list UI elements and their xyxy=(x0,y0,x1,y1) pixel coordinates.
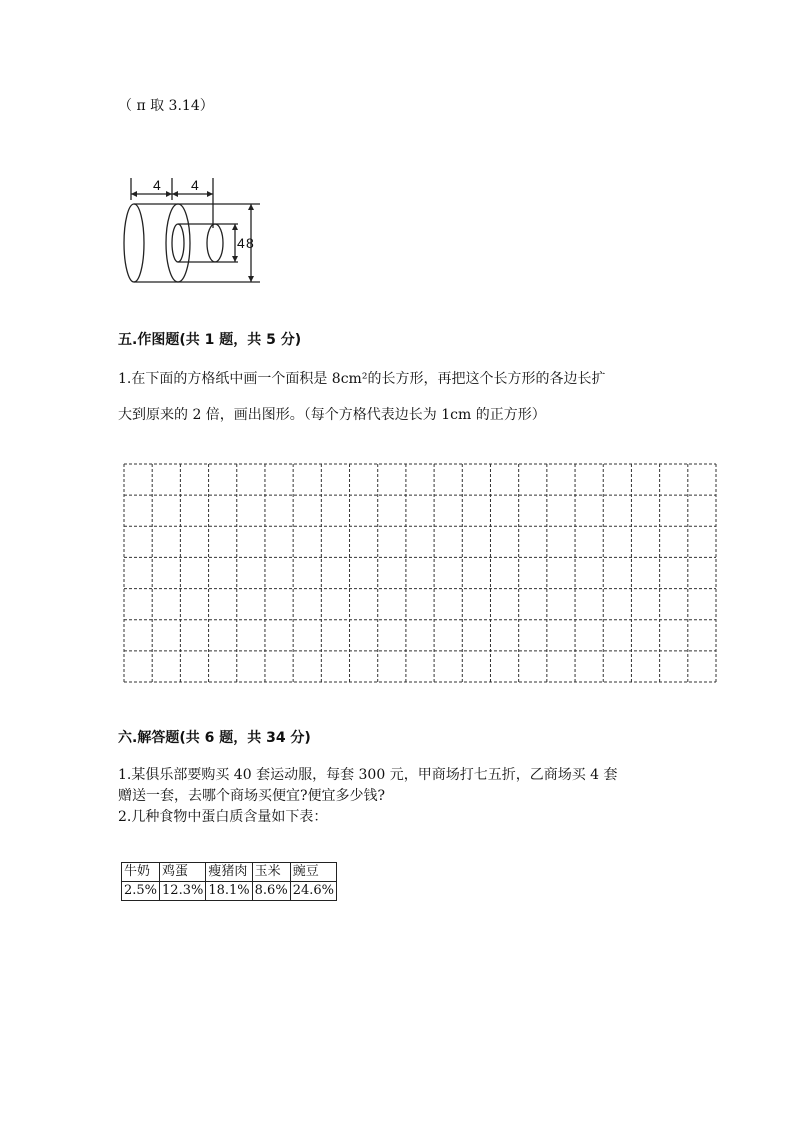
table-value-row xyxy=(122,882,337,901)
table-header-cell: 玉米 xyxy=(252,863,290,882)
section5-q1-line2: 大到原来的 2 倍，画出图形。（每个方格代表边长为 1cm 的正方形） xyxy=(118,407,546,423)
table-value-cell: 12.3% xyxy=(160,882,206,901)
section6-heading: 六.解答题(共 6 题，共 34 分) xyxy=(118,730,311,746)
table-header-cell: 鸡蛋 xyxy=(160,863,206,882)
dim-top-left-label: 4 xyxy=(153,177,161,193)
dim-top-right-label: 4 xyxy=(191,177,199,193)
grid-paper xyxy=(123,463,719,685)
pi-note: （ π 取 3.14） xyxy=(118,98,214,114)
table-header-cell: 豌豆 xyxy=(290,863,336,882)
section6-q1-line2: 赠送一套，去哪个商场买便宜?便宜多少钱? xyxy=(118,788,386,804)
table-header-cell: 牛奶 xyxy=(122,863,160,882)
dim-inner-label: 4 xyxy=(237,235,245,251)
table-header-cell: 瘦猪肉 xyxy=(206,863,252,882)
section5-q1-line1: 1.在下面的方格纸中画一个面积是 8cm²的长方形，再把这个长方形的各边长扩 xyxy=(118,371,606,387)
protein-table xyxy=(121,862,337,901)
section5-heading: 五.作图题(共 1 题，共 5 分) xyxy=(118,332,302,348)
table-value-cell: 18.1% xyxy=(206,882,252,901)
cylinder-figure xyxy=(118,170,278,290)
table-value-cell: 24.6% xyxy=(290,882,336,901)
section6-q1-line1: 1.某俱乐部要购买 40 套运动服，每套 300 元，甲商场打七五折，乙商场买 4 套 xyxy=(118,767,618,783)
dim-outer-label: 8 xyxy=(246,235,254,251)
table-value-cell: 8.6% xyxy=(252,882,290,901)
table-value-cell: 2.5% xyxy=(122,882,160,901)
table-header-row xyxy=(122,863,337,882)
section6-q2-line1: 2.几种食物中蛋白质含量如下表： xyxy=(118,809,328,825)
